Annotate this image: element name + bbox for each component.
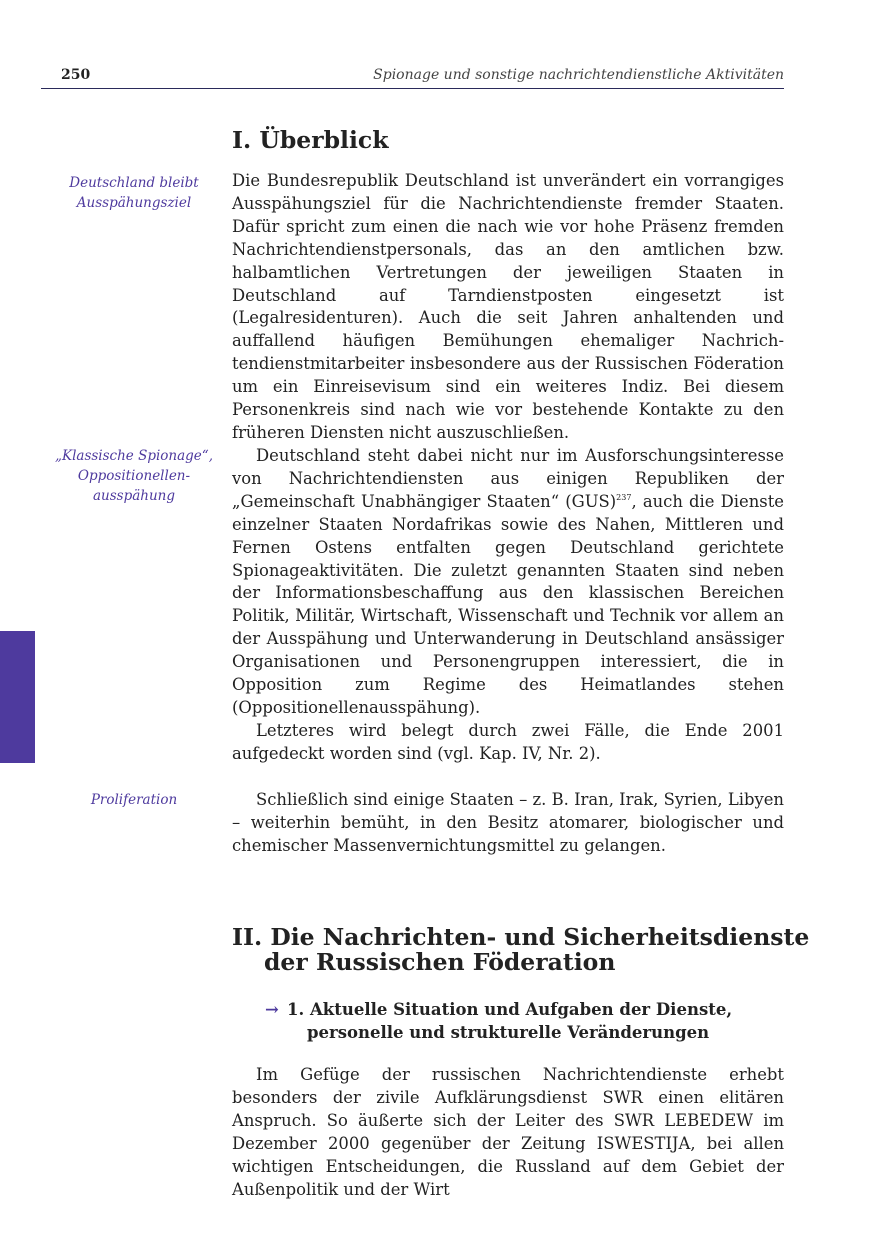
margin-note-espionage: [50, 446, 218, 506]
margin-note-target: [50, 173, 218, 213]
margin-note-line: Deutschland bleibt: [69, 175, 199, 191]
chapter-side-tab: [0, 631, 35, 763]
heading-line: der Russischen Föderation: [264, 948, 616, 976]
running-title: Spionage und sonstige nachrichtendienstliche Aktivitäten: [373, 67, 784, 83]
subheading-current-situation: [265, 998, 732, 1044]
margin-note-line: „Klassische Spionage“,: [55, 448, 213, 464]
arrow-right-icon: →: [265, 1000, 279, 1019]
margin-note-line: Proliferation: [90, 792, 178, 808]
subheading-line: personelle und strukturelle Veränderungen: [307, 1023, 710, 1042]
paragraph-text: Deutschland steht dabei nicht nur im Ausforschungsinteresse von Nachrichtendiensten aus einigen Republiken der „Gemeinschaft Unabhängiger Staaten“ (GUS): [232, 446, 784, 511]
section-heading-russian-services: [232, 925, 809, 975]
paragraph-overview-2: [232, 445, 784, 720]
paragraph-russian-services-1: Im Gefüge der russischen Nachrichtendienste erhebt besonders der zivile Aufklärungsdienst SWR einen elitären Anspruch. So äußerte sich der Leiter des SWR LEBEDEW im Dezember 2000 gegenüber der Zeitung ISWESTIJA, bei allen wichtigen Entscheidungen, die Russland auf dem Gebiet der Außenpolitik und der Wirt: [232, 1065, 784, 1199]
footnote-marker[interactable]: 237: [616, 492, 632, 502]
page-number: 250: [61, 67, 91, 83]
paragraph-overview-1: Die Bundesrepublik Deutschland ist unverändert ein vorrangiges Ausspähungsziel für die Nachrichtendienste fremder Staaten. Dafür spricht zum einen die nach wie vor hohe Präsenz fremden Nachrichtendienstpersonals, das an den amtlichen bzw. halbamtlichen Vertretungen der jeweiligen Staaten in Deutschland auf Tarndienstposten eingesetzt ist (Legalresidenturen). Auch die seit Jahren anhaltenden und auffallend häufigen Bemühungen ehemaliger Nachrichtendienstmitarbeiter insbesondere aus der Russischen Föderation um ein Einreisevisum sind ein weiteres Indiz. Bei diesem Personenkreis sind nach wie vor bestehende Kontakte zu den früheren Diensten nicht auszuschließen.: [232, 171, 784, 442]
subheading-line: 1. Aktuelle Situation und Aufgaben der Dienste,: [287, 1000, 733, 1019]
paragraph-overview-4: Schließlich sind einige Staaten – z. B. Iran, Irak, Syrien, Libyen – weiterhin bemüht, in den Besitz atomarer, biologischer und chemischer Massenvernichtungsmittel zu gelangen.: [232, 790, 784, 855]
heading-line: II. Die Nachrichten- und Sicherheitsdienste: [232, 923, 810, 951]
paragraph-overview-3: Letzteres wird belegt durch zwei Fälle, die Ende 2001 aufgedeckt worden sind (vgl. Kap. IV, Nr. 2).: [232, 721, 784, 763]
margin-note-line: ausspähung: [92, 488, 175, 504]
section-heading-overview: I. Überblick: [232, 126, 389, 154]
margin-note-line: Ausspähungsziel: [76, 195, 192, 211]
margin-note-line: Oppositionellen-: [77, 468, 191, 484]
paragraph-text: , auch die Dienste einzelner Staaten Nordafrikas sowie des Nahen, Mittleren und Fernen Ostens entfalten gegen Deutschland gerichtete Spionageaktivitäten. Die zuletzt genannten Staaten sind neben der Informationsbeschaffung aus den klassischen Bereichen Politik, Militär, Wirtschaft, Wissenschaft und Technik vor allem an der Ausspähung und Unterwanderung in Deutschland ansässiger Organisationen und Personengruppen interessiert, die in Opposition zum Regime des Heimatlandes stehen (Oppositionellenausspähung).: [232, 491, 784, 717]
margin-note-proliferation: [50, 790, 218, 810]
header-rule: [41, 88, 784, 89]
